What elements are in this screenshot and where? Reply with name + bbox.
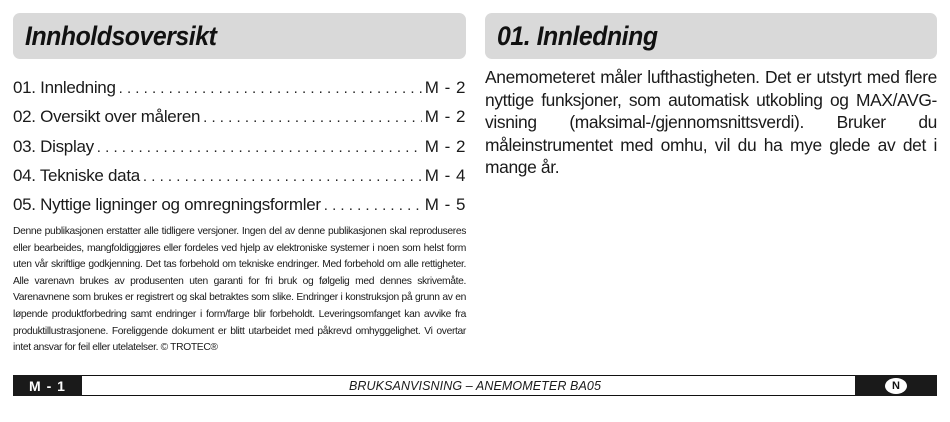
footer-page-number: M - 1 — [13, 375, 82, 396]
toc-leader-dots — [203, 109, 422, 126]
toc-entry[interactable] — [13, 78, 466, 107]
toc-leader-dots — [119, 80, 422, 97]
toc-entry-page: M - 2 — [424, 136, 466, 156]
table-of-contents — [13, 78, 466, 224]
toc-entry-title: 01. Innledning — [13, 78, 116, 97]
toc-leader-dots — [324, 197, 422, 214]
toc-entry-title: 04. Tekniske data — [13, 165, 140, 185]
toc-entry-title: 02. Oversikt over måleren — [13, 107, 201, 127]
footer-bar — [13, 375, 937, 396]
toc-leader-dots — [97, 139, 422, 156]
introduction-paragraph: Anemometeret måler lufthastigheten. Det er utstyrt med flere nyttige funksjoner, som automatisk utkobling og MAX/AVG-visning (maksimal-/gjennomsnittsverdi). Bruker du måleinstrumentet med omhu, vil du ha mye glede av det i mange år. — [485, 67, 937, 178]
language-badge-icon: N — [885, 378, 907, 394]
toc-heading-box — [13, 13, 466, 59]
toc-entry[interactable] — [13, 137, 466, 166]
toc-entry[interactable] — [13, 195, 466, 224]
section-heading-box — [485, 13, 937, 59]
copyright-disclaimer: Denne publikasjonen erstatter alle tidligere versjoner. Ingen del av denne publikasjonen skal reproduseres eller bearbeides, mangfoldiggjøres eller fordeles ved hjelp av elektroniske systemer i noen som helst form uten vår skriftlige godkjenning. Det tas forbehold om tekniske endringer. Med forbehold om alle rettigheter. Alle varenavn brukes av produsenten uten garanti for fri bruk og følgelig med dennes skrivemåte. Varenavnene som brukes er registrert og skal betraktes som slike. Endringer i konstruksjon på grunn av en løpende produktforbedring samt endringer i form/farge blir forbeholdt. Leveringsomfanget kan avvike fra produktillustrasjonene. Foreliggende dokument er blitt utarbeidet med påkrevd omhyggelighet. Vi overtar intet ansvar for feil eller utelatelser. © TROTEC® — [13, 226, 466, 354]
toc-entry-title: 05. Nyttige ligninger og omregningsformler — [13, 195, 321, 215]
toc-entry-page: M - 2 — [424, 107, 466, 127]
toc-entry-title: 03. Display — [13, 136, 94, 156]
toc-entry-page: M - 4 — [424, 165, 466, 185]
toc-entry-page: M - 5 — [424, 195, 466, 215]
toc-entry[interactable] — [13, 107, 466, 136]
footer-language-tab — [855, 375, 937, 396]
footer-manual-title: BRUKSANVISNING – ANEMOMETER BA05 — [348, 378, 602, 393]
toc-leader-dots — [143, 168, 422, 185]
toc-heading: Innholdsoversikt — [25, 20, 217, 51]
toc-entry[interactable] — [13, 166, 466, 195]
section-heading: 01. Innledning — [497, 20, 658, 51]
toc-entry-page: M - 2 — [424, 78, 466, 97]
